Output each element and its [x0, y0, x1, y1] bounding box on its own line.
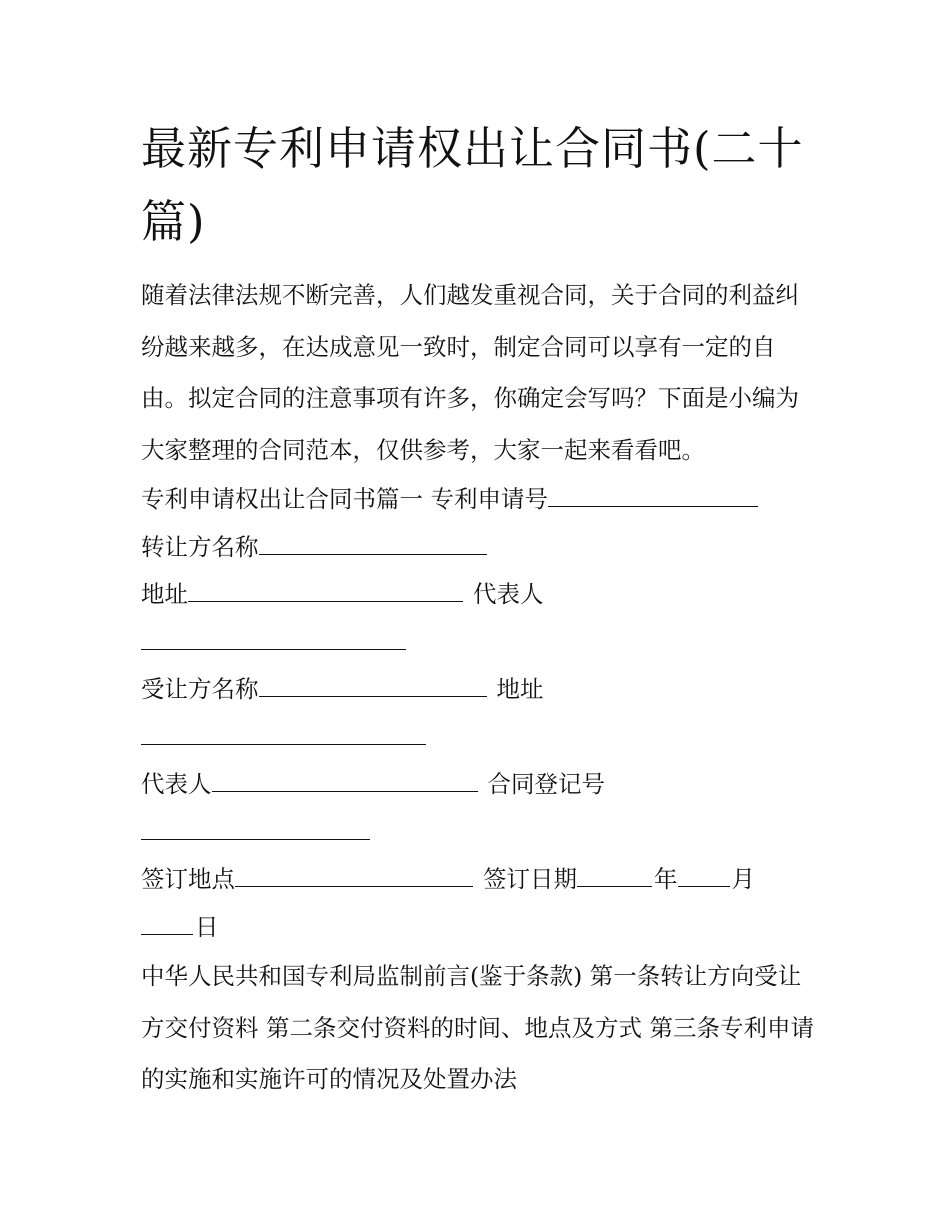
signing-day-blank	[141, 912, 193, 935]
signing-date-label: 签订日期	[483, 865, 577, 893]
patent-no-label: 专利申请号	[430, 485, 548, 513]
transferee-name-label: 受让方名称	[141, 675, 259, 703]
representative2-label: 代表人	[141, 770, 212, 798]
representative-label: 代表人	[473, 580, 544, 608]
transferor-name-blank	[259, 532, 487, 555]
articles-paragraph: 中华人民共和国专利局监制前言(鉴于条款) 第一条转让方向受让方交付资料 第二条交付资料的时间、地点及方式 第三条专利申请的实施和实施许可的情况及处置办法	[141, 962, 814, 1093]
contract-reg-no-blank	[141, 817, 370, 840]
address-label: 地址	[141, 580, 188, 608]
form-line-transferor	[141, 524, 821, 572]
representative-blank	[141, 627, 406, 650]
form-heading: 专利申请权出让合同书篇一	[141, 485, 423, 513]
year-label: 年	[654, 865, 678, 893]
signing-place-blank	[235, 864, 473, 887]
form-line-transferee	[141, 666, 821, 714]
document-content	[141, 112, 821, 1106]
transferor-name-label: 转让方名称	[141, 532, 259, 561]
day-label: 日	[195, 912, 219, 941]
form-line-address	[141, 571, 821, 619]
form-line-signing	[141, 856, 821, 904]
month-label: 月	[731, 865, 755, 893]
contract-reg-no-label: 合同登记号	[487, 770, 605, 798]
signing-year-blank	[577, 864, 652, 887]
form-line-day	[141, 904, 821, 952]
signing-month-blank	[678, 864, 730, 887]
form-line-representative2	[141, 761, 821, 809]
patent-no-blank	[548, 484, 758, 507]
form-line-representative-blank	[141, 619, 821, 667]
address2-label: 地址	[496, 675, 544, 703]
form-line-heading	[141, 476, 821, 524]
form-line-reg-no-blank	[141, 809, 821, 857]
address-blank	[188, 579, 463, 602]
address2-blank	[141, 722, 426, 745]
form-line-address2-blank	[141, 714, 821, 762]
signing-place-label: 签订地点	[141, 865, 235, 893]
document-title: 最新专利申请权出让合同书(二十篇)	[141, 122, 804, 248]
transferee-name-blank	[259, 674, 487, 697]
representative2-blank	[212, 769, 478, 792]
intro-paragraph: 随着法律法规不断完善，人们越发重视合同，关于合同的利益纠纷越来越多，在达成意见一致时，制定合同可以享有一定的自由。拟定合同的注意事项有许多，你确定会写吗？下面是小编为大家整理的合同范本，仅供参考，大家一起来看看吧。	[141, 281, 799, 464]
